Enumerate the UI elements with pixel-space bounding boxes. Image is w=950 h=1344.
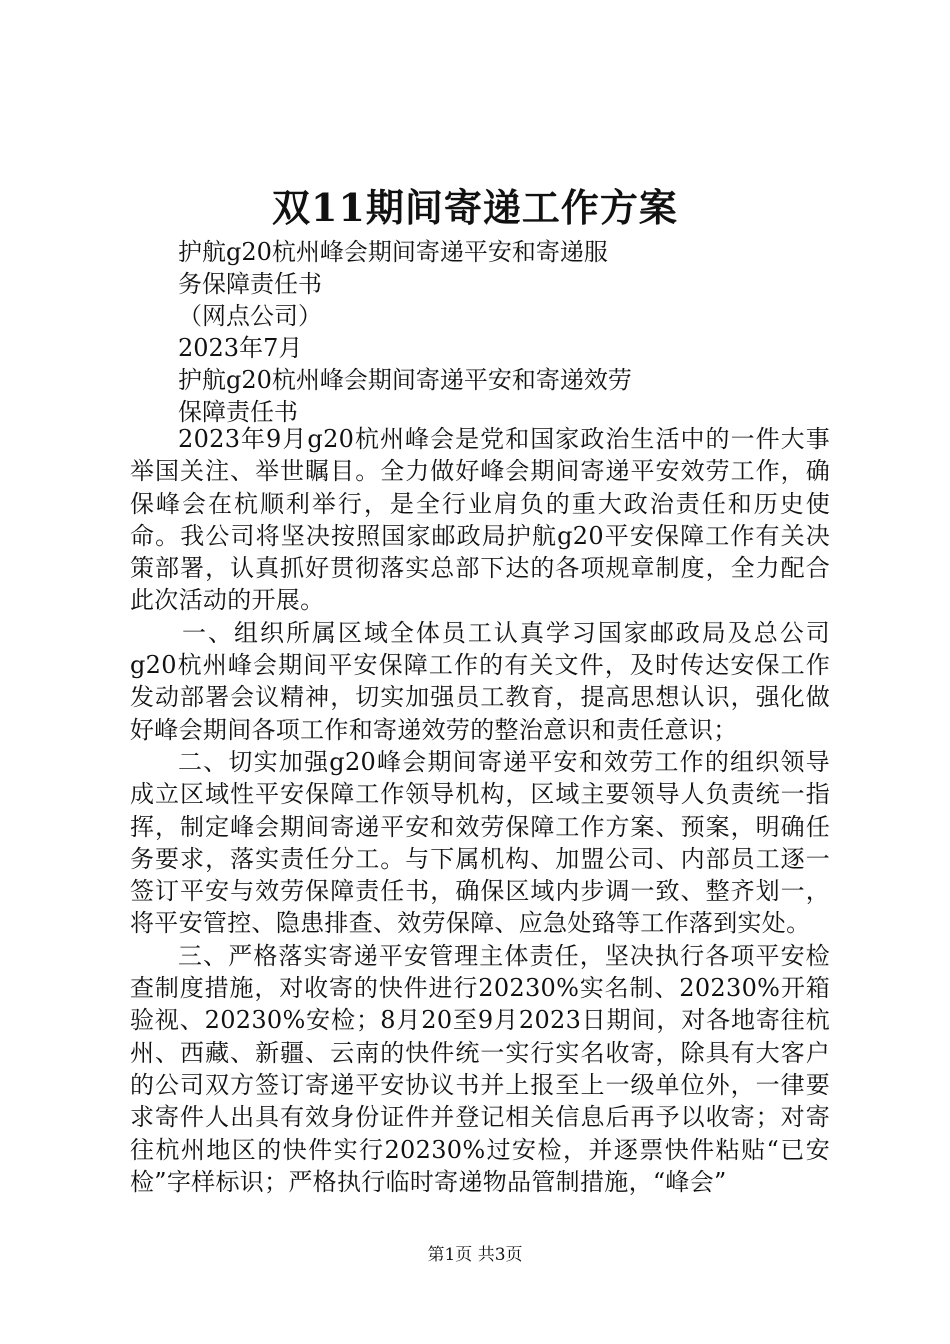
heading-line: 保障责任书 xyxy=(178,398,298,426)
heading-line: （网点公司） xyxy=(178,302,322,330)
heading-line: 护航g20杭州峰会期间寄递平安和寄递效劳 xyxy=(178,366,632,394)
body-paragraph: 三、严格落实寄递平安管理主体责任，坚决执行各项平安检查制度措施，对收寄的快件进行20230%实名制、20230%开箱验视、20230%安检；8月20至9月2023日期间，对各地寄往杭州、西藏、新疆、云南的快件统一实行实名收寄，除具有大客户的公司双方签订寄递平安协议书并上报至上一级单位外，一律要求寄件人出具有效身份证件并登记相关信息后再予以收寄；对寄往杭州地区的快件实行20230%过安检，并逐票快件粘贴“已安检”字样标识；严格执行临时寄递物品管制措施，“峰会” xyxy=(130,941,830,1196)
heading-line: 护航g20杭州峰会期间寄递平安和寄递服 xyxy=(178,238,608,266)
body-text xyxy=(130,423,830,1198)
body-paragraph: 二、切实加强g20峰会期间寄递平安和效劳工作的组织领导成立区域性平安保障工作领导机构，区域主要领导人负责统一指挥，制定峰会期间寄递平安和效劳保障工作方案、预案，明确任务要求，落实责任分工。与下属机构、加盟公司、内部员工逐一签订平安与效劳保障责任书，确保区域内步调一致、整齐划一，将平安管控、隐患排查、效劳保障、应急处臵等工作落到实处。 xyxy=(130,747,830,938)
page-footer: 第1页 共3页 xyxy=(427,1245,523,1265)
body-paragraph: 2023年9月g20杭州峰会是党和国家政治生活中的一件大事举国关注、举世瞩目。全力做好峰会期间寄递平安效劳工作，确保峰会在杭顺利举行，是全行业肩负的重大政治责任和历史使命。我公司将坚决按照国家邮政局护航g20平安保障工作有关决策部署，认真抓好贯彻落实总部下达的各项规章制度，全力配合此次活动的开展。 xyxy=(130,425,830,615)
heading-block xyxy=(178,236,798,428)
heading-line: 务保障责任书 xyxy=(178,270,322,298)
document-title: 双11期间寄递工作方案 xyxy=(272,185,678,230)
heading-line: 2023年7月 xyxy=(178,334,303,362)
body-paragraph: 一、组织所属区域全体员工认真学习国家邮政局及总公司g20杭州峰会期间平安保障工作的有关文件，及时传达安保工作发动部署会议精神，切实加强员工教育，提高思想认识，强化做好峰会期间各项工作和寄递效劳的整治意识和责任意识； xyxy=(130,618,830,744)
